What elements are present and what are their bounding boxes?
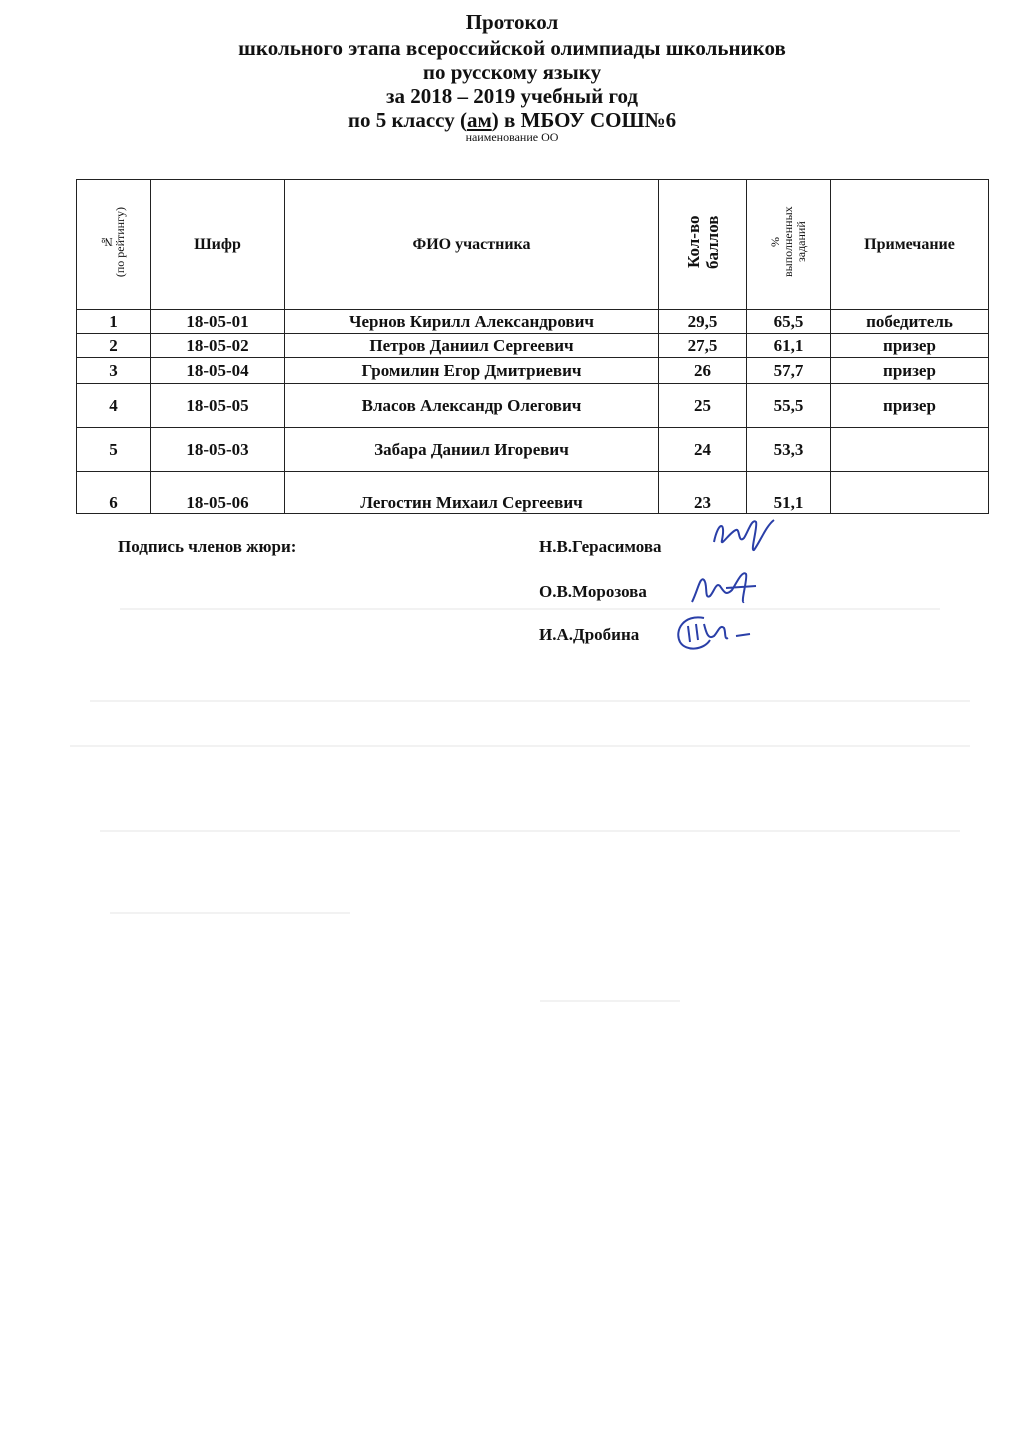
signature-1-mark [708,512,778,556]
cell-percent: 61,1 [747,334,831,358]
jury-member-1: Н.В.Герасимова [539,537,662,556]
cell-rank: 3 [77,358,151,384]
cell-rank: 2 [77,334,151,358]
rank-symbol: № [99,235,114,249]
cell-percent: 55,5 [747,384,831,428]
cell-rank: 1 [77,310,151,334]
signature-3-mark [670,610,760,656]
cell-code: 18-05-05 [151,384,285,428]
cell-score: 25 [659,384,747,428]
cell-note: призер [831,334,989,358]
cell-code: 18-05-03 [151,428,285,472]
cell-name: Легостин Михаил Сергеевич [285,472,659,514]
cell-score: 24 [659,428,747,472]
header-line-year: за 2018 – 2019 учебный год [386,84,638,108]
cell-rank: 4 [77,384,151,428]
cell-note: победитель [831,310,989,334]
cell-code: 18-05-02 [151,334,285,358]
protocol-title: Протокол [465,10,559,34]
header-line-olympiad: школьного этапа всероссийской олимпиады школьников [238,36,786,60]
cell-percent: 51,1 [747,472,831,514]
class-letters: ам [466,108,492,132]
cell-name: Забара Даниил Игоревич [285,428,659,472]
cell-name: Власов Александр Олегович [285,384,659,428]
cell-note: призер [831,358,989,384]
cell-name: Громилин Егор Дмитриевич [285,358,659,384]
cell-percent: 65,5 [747,310,831,334]
cell-name: Петров Даниил Сергеевич [285,334,659,358]
class-suffix: ) в МБОУ СОШ№6 [491,108,677,132]
cell-note: призер [831,384,989,428]
cell-code: 18-05-01 [151,310,285,334]
jury-member-2: О.В.Морозова [539,582,647,601]
percent-symbol: % [768,237,782,247]
cell-name: Чернов Кирилл Александрович [285,310,659,334]
col-code-header: Шифр [151,180,285,310]
cell-score: 23 [659,472,747,514]
cell-percent: 53,3 [747,428,831,472]
cell-score: 27,5 [659,334,747,358]
jury-label: Подпись членов жюри: [118,537,297,556]
signature-2-mark [686,566,758,610]
col-name-header: ФИО участника [285,180,659,310]
jury-member-3: И.А.Дробина [539,625,640,644]
cell-percent: 57,7 [747,358,831,384]
class-prefix: по 5 классу ( [347,108,467,132]
score-header-text: Кол-во баллов [683,215,722,269]
cell-rank: 6 [77,472,151,514]
cell-rank: 5 [77,428,151,472]
rank-subtitle: (по рейтингу) [112,206,127,278]
col-note-header: Примечание [831,180,989,310]
percent-subtitle: выполненных заданий [781,206,808,278]
header-line-subject: по русскому языку [422,60,602,84]
cell-score: 29,5 [659,310,747,334]
cell-code: 18-05-06 [151,472,285,514]
cell-code: 18-05-04 [151,358,285,384]
org-caption: наименование ОО [465,130,559,144]
cell-score: 26 [659,358,747,384]
